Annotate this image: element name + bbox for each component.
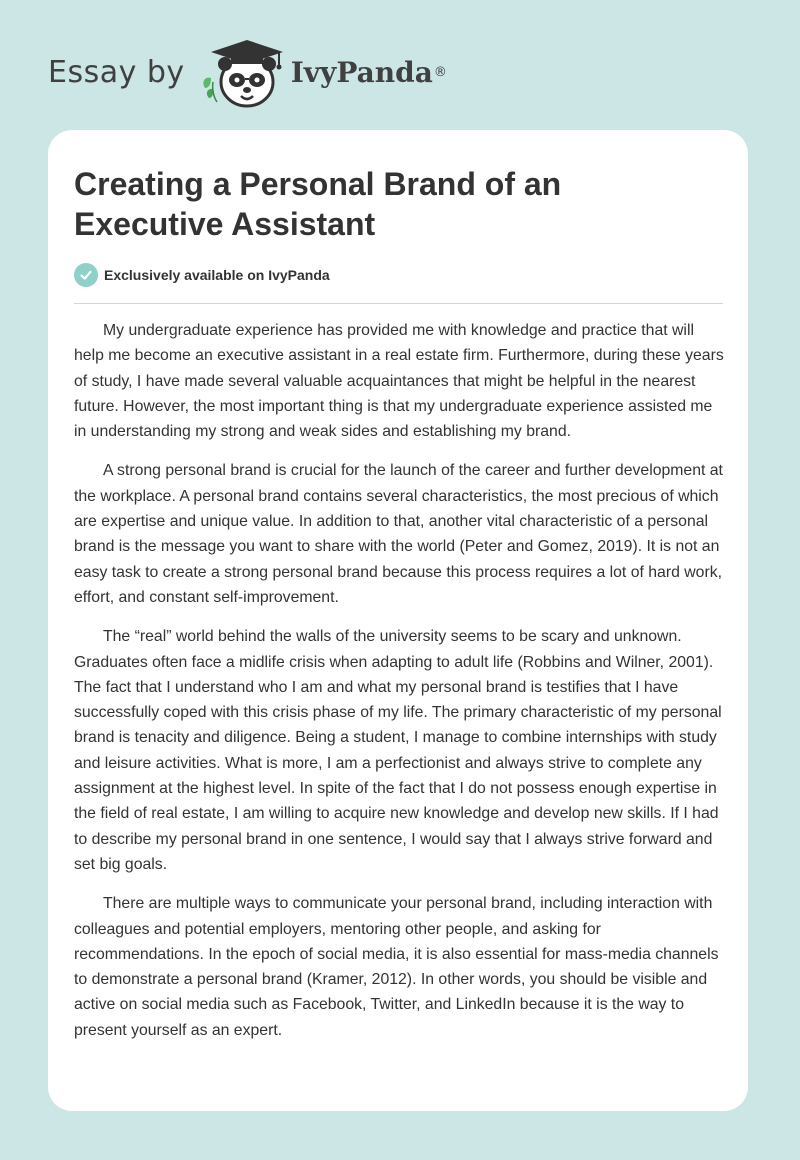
exclusive-badge	[74, 263, 330, 287]
exclusive-badge-label: Exclusively available on IvyPanda	[104, 267, 330, 283]
title-divider	[74, 303, 723, 304]
site-header	[48, 36, 447, 108]
registered-mark: ®	[433, 64, 447, 80]
essay-paragraph: The “real” world behind the walls of the university seems to be scary and unknown. Graduates often face a midlife crisis when adapting to adult life (Robbins and Wilner, 2001). The fact that I understand who I am and what my personal brand is testifies that I have successfully coped with this crisis phase of my life. The primary characteristic of my personal brand is tenacity and diligence. Being a student, I manage to combine internships with study and leisure activities. What is more, I am a perfectionist and always strive to complete any assignment at the highest level. In spite of the fact that I do not possess enough expertise in the field of real estate, I am willing to acquire new knowledge and develop new skills. If I had to describe my personal brand in one sentence, I would say that I always strive forward and set big goals.	[74, 628, 722, 873]
essay-paragraph: There are multiple ways to communicate your personal brand, including interaction with colleagues and potential employers, mentoring other people, and asking for recommendations. In the epoch of social media, it is also essential for mass-media channels to demonstrate a personal brand (Kramer, 2012). In other words, you should be visible and active on social media such as Facebook, Twitter, and LinkedIn because it is the way to present yourself as an expert.	[74, 895, 719, 1039]
essay-paragraph: A strong personal brand is crucial for the launch of the career and further development at the workplace. A personal brand contains several characteristics, the most precious of which are expertise and unique value. In addition to that, another vital characteristic of a personal brand is the message you want to share with the world (Peter and Gomez, 2019). It is not an easy task to create a strong personal brand because this process requires a lot of hard work, effort, and constant self-improvement.	[74, 462, 723, 606]
essay-paragraph: My undergraduate experience has provided me with knowledge and practice that will help me become an executive assistant in a real estate firm. Furthermore, during these years of study, I have made several valuable acquaintances that might be helpful in the nearest future. However, the most important thing is that my undergraduate experience assisted me in understanding my strong and weak sides and establishing my brand.	[74, 322, 724, 441]
essay-by-label: Essay by	[48, 54, 185, 90]
brand-name: IvyPanda	[290, 55, 433, 89]
essay-card	[48, 130, 748, 1111]
essay-title: Creating a Personal Brand of an Executive Assistant	[74, 166, 562, 242]
panda-graduation-cap-icon	[199, 36, 287, 108]
ivypanda-logo[interactable]	[199, 36, 447, 108]
essay-body	[74, 318, 725, 1057]
check-circle-icon	[74, 263, 98, 287]
